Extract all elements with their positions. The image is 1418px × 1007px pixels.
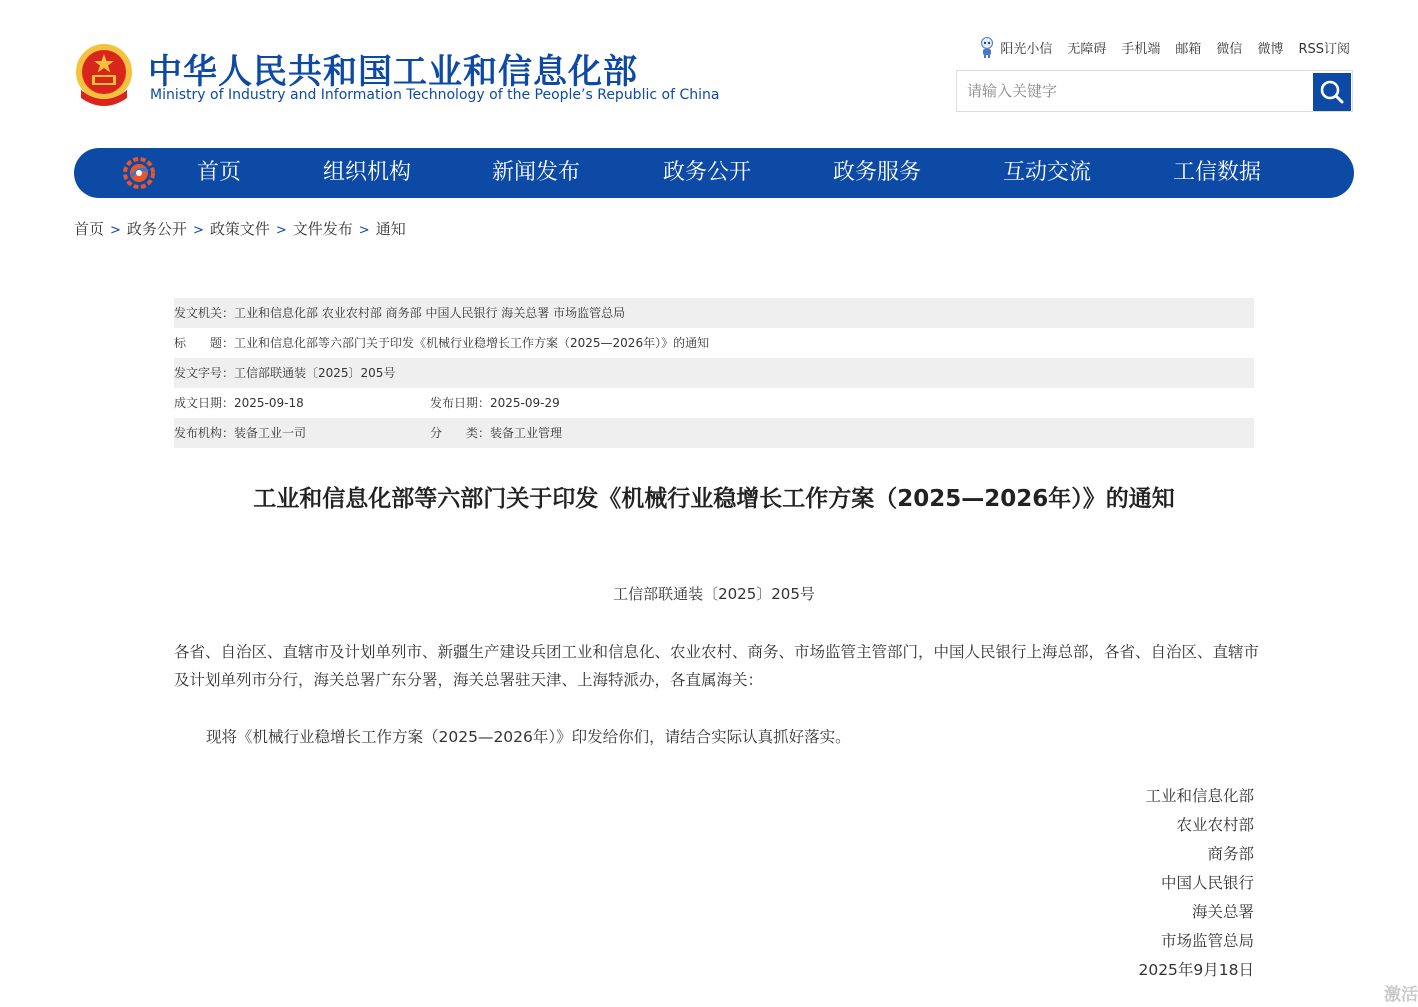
meta-doc-number: 发文字号：工信部联通装〔2025〕205号	[174, 366, 396, 380]
meta-subject: 标 题：工业和信息化部等六部门关于印发《机械行业稳增长工作方案（2025—2026年）》的通知	[174, 336, 710, 350]
toplink-wechat[interactable]: 微信	[1216, 41, 1243, 57]
toplink-rss[interactable]: RSS订阅	[1298, 41, 1350, 57]
meta-row-org	[174, 418, 1254, 448]
article-body: 现将《机械行业稳增长工作方案（2025—2026年）》印发给你们，请结合实际认真抓好落实。	[206, 728, 851, 746]
toplink-mobile[interactable]: 手机端	[1121, 41, 1161, 57]
toplink-sunshine[interactable]: 阳光小信	[1000, 41, 1053, 57]
breadcrumb-separator: >	[275, 223, 287, 238]
nav-data[interactable]: 工信数据	[1173, 160, 1262, 185]
signature-pboc: 中国人民银行	[1160, 874, 1254, 892]
search-icon	[1313, 73, 1351, 111]
signature-customs: 海关总署	[1191, 903, 1254, 921]
toplink-weibo[interactable]: 微博	[1257, 41, 1284, 57]
article-recipients: 各省、自治区、直辖市及计划单列市、新疆生产建设兵团工业和信息化、农业农村、商务、市场监管主管部门，中国人民银行上海总部，各省、自治区、直辖市及计划单列市分行，海关总署广东分署，海关总署驻天津、上海特派办，各直属海关：	[174, 643, 1260, 689]
search-button[interactable]	[1313, 73, 1351, 111]
signature-commerce: 商务部	[1207, 845, 1254, 863]
activation-watermark: 激活	[1384, 985, 1418, 1005]
miit-logo-icon[interactable]	[122, 156, 156, 190]
article-title: 工业和信息化部等六部门关于印发《机械行业稳增长工作方案（2025—2026年）》的通知	[253, 486, 1175, 512]
signature-date: 2025年9月18日	[1138, 961, 1254, 979]
search-box	[956, 70, 1353, 112]
robot-assistant-icon[interactable]	[978, 36, 996, 58]
nav-home[interactable]: 首页	[197, 160, 242, 185]
site-title[interactable]: 中华人民共和国工业和信息化部	[148, 52, 638, 92]
article-doc-number: 工信部联通装〔2025〕205号	[613, 585, 815, 603]
breadcrumb-notices[interactable]: 通知	[375, 220, 406, 238]
nav-organization[interactable]: 组织机构	[323, 160, 412, 185]
signature-samr: 市场监管总局	[1160, 932, 1254, 950]
breadcrumb	[74, 218, 406, 239]
meta-row-docno	[174, 358, 1254, 388]
meta-row-subject	[174, 328, 1254, 358]
meta-created-date: 成文日期：2025-09-18	[174, 396, 304, 410]
national-emblem-icon[interactable]	[73, 42, 135, 108]
toplink-accessibility[interactable]: 无障碍	[1067, 41, 1107, 57]
main-nav	[74, 148, 1354, 198]
breadcrumb-separator: >	[110, 223, 121, 238]
nav-interaction[interactable]: 互动交流	[1003, 160, 1092, 185]
signature-agriculture: 农业农村部	[1176, 816, 1254, 834]
meta-row-dates	[174, 388, 1254, 418]
toplink-mail[interactable]: 邮箱	[1175, 41, 1202, 57]
top-links	[978, 36, 1350, 58]
article-signatures	[1138, 782, 1254, 985]
nav-news[interactable]: 新闻发布	[492, 160, 581, 185]
breadcrumb-documents[interactable]: 文件发布	[292, 220, 353, 238]
document-metadata	[174, 298, 1254, 448]
breadcrumb-separator: >	[192, 223, 204, 238]
nav-gov-services[interactable]: 政务服务	[833, 160, 922, 185]
breadcrumb-policy[interactable]: 政策文件	[209, 220, 270, 238]
meta-issuer: 发文机关：工业和信息化部 农业农村部 商务部 中国人民银行 海关总署 市场监管总局	[174, 306, 626, 320]
meta-category: 分 类：装备工业管理	[430, 426, 563, 440]
breadcrumb-gov-affairs[interactable]: 政务公开	[126, 220, 187, 238]
search-input[interactable]	[957, 71, 1312, 111]
breadcrumb-separator: >	[358, 223, 370, 238]
meta-row-issuer	[174, 298, 1254, 328]
meta-published-date: 发布日期：2025-09-29	[430, 396, 560, 410]
site-subtitle: Ministry of Industry and Information Technology of the People’s Republic of China	[150, 87, 720, 103]
nav-gov-affairs[interactable]: 政务公开	[663, 160, 752, 185]
signature-miit: 工业和信息化部	[1145, 787, 1254, 805]
meta-org: 发布机构：装备工业一司	[174, 426, 307, 440]
breadcrumb-home[interactable]: 首页	[74, 220, 105, 238]
